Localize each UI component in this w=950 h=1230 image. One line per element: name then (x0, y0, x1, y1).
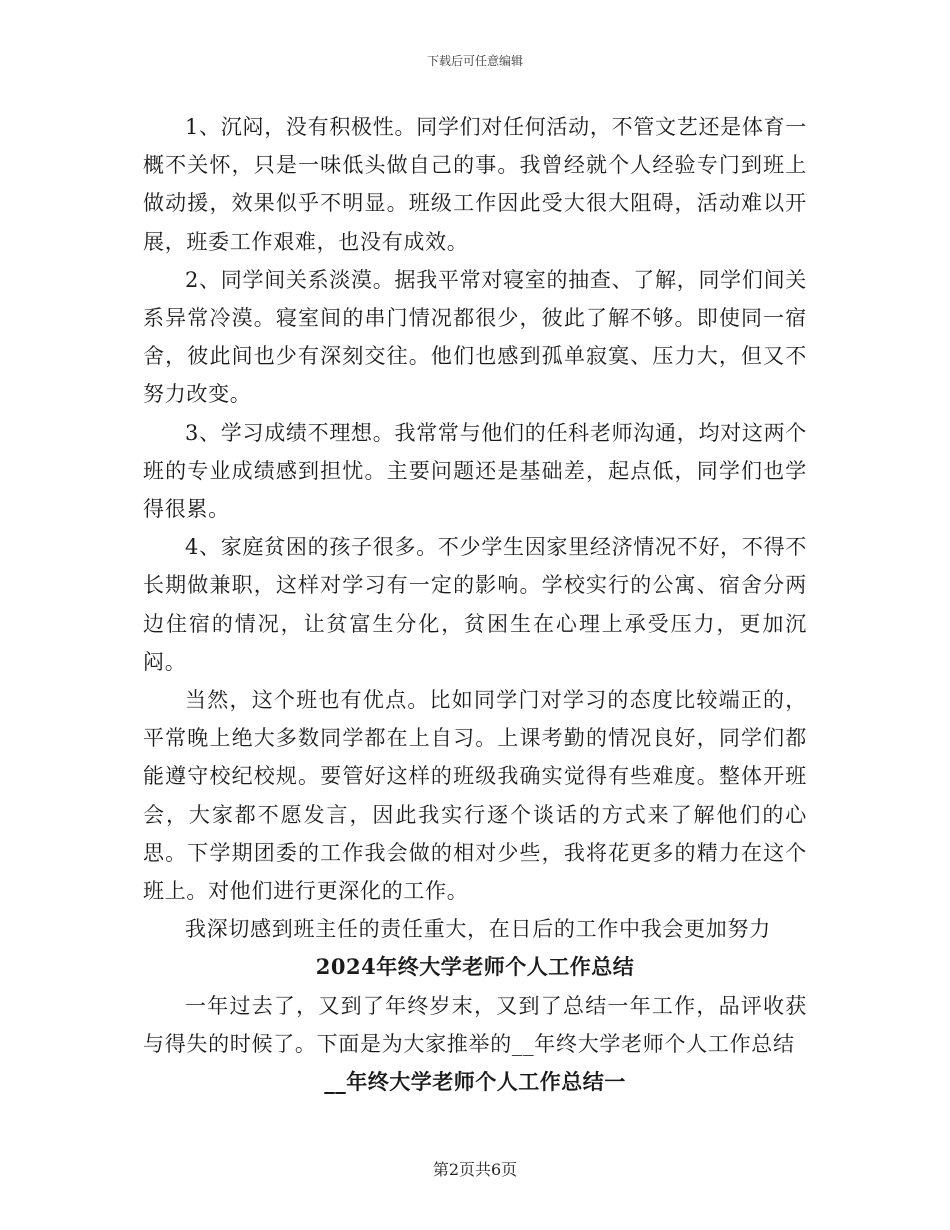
page-footer: 第2页共6页 (432, 1160, 518, 1179)
paragraph-3: 3、学习成绩不理想。我常常与他们的任科老师沟通，均对这两个班的专业成绩感到担忧。主要问题还是基础差，起点低，同学们也学得很累。 (143, 420, 807, 522)
paragraph-2: 2、同学间关系淡漠。据我平常对寝室的抽查、了解，同学们间关系异常冷漠。寝室间的串门情况都很少，彼此了解不够。即使同一宿舍，彼此间也少有深刻交往。他们也感到孤单寂寞、压力大，但又不努力改变。 (143, 267, 807, 407)
intro-paragraph: 一年过去了，又到了年终岁末，又到了总结一年工作，品评收获与得失的时候了。下面是为大家推举的__年终大学老师个人工作总结 (143, 993, 807, 1056)
page-header: 下载后可任意编辑 (426, 54, 523, 68)
document-body (143, 108, 807, 1101)
section-heading: 2024年终大学老师个人工作总结 (315, 954, 635, 980)
paragraph-5: 当然，这个班也有优点。比如同学门对学习的态度比较端正的，平常晚上绝大多数同学都在上自习。上课考勤的情况良好，同学们都能遵守校纪校规。要管好这样的班级我确实觉得有些难度。整体开班会，大家都不愿发言，因此我实行逐个谈话的方式来了解他们的心思。下学期团委的工作我会做的相对少些，我将花更多的精力在这个班上。对他们进行更深化的工作。 (143, 688, 807, 904)
paragraph-6: 我深切感到班主任的责任重大，在日后的工作中我会更加努力 (185, 917, 771, 942)
subsection-heading: __年终大学老师个人工作总结一 (324, 1069, 626, 1095)
paragraph-4: 4、家庭贫困的孩子很多。不少学生因家里经济情况不好，不得不长期做兼职，这样对学习有一定的影响。学校实行的公寓、宿舍分两边住宿的情况，让贫富生分化，贫困生在心理上承受压力，更加沉闷。 (143, 535, 807, 674)
paragraph-1: 1、沉闷，没有积极性。同学们对任何活动，不管文艺还是体育一概不关怀，只是一味低头做自己的事。我曾经就个人经验专门到班上做动援，效果似乎不明显。班级工作因此受大很大阻碍，活动难以开展，班委工作艰难，也没有成效。 (143, 115, 807, 254)
